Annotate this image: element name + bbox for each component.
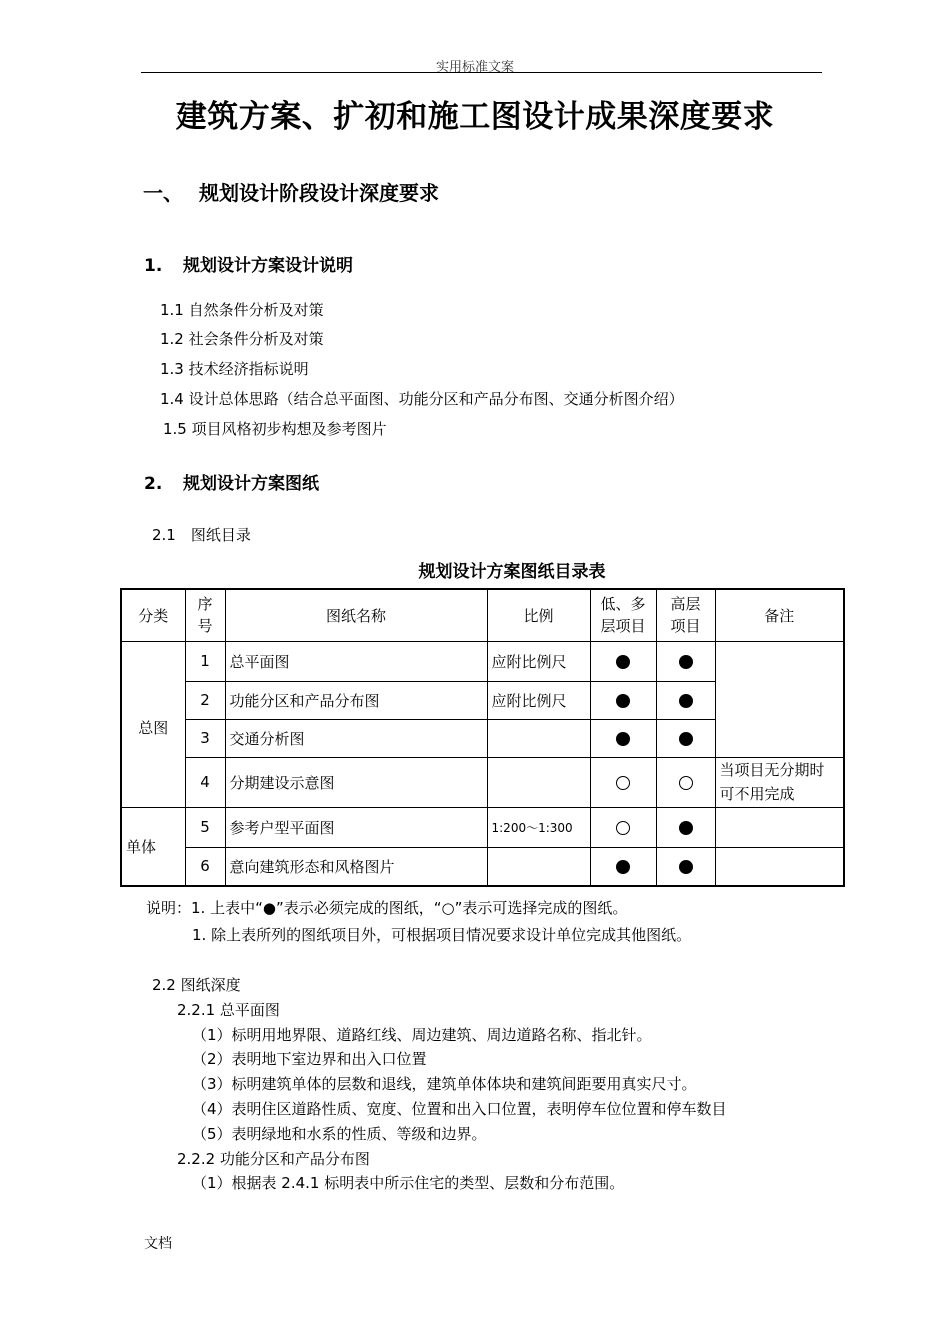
drawing-catalog-table	[120, 588, 845, 887]
high-rise-cell	[656, 807, 715, 847]
high-rise-cell	[656, 847, 715, 886]
table-row	[121, 641, 844, 681]
page-header: 实用标准文案	[435, 60, 514, 75]
list-item: （5）表明绿地和水系的性质、等级和边界。	[192, 1125, 487, 1143]
section-heading	[143, 177, 439, 206]
scale-cell	[487, 757, 590, 807]
table-row	[121, 757, 844, 807]
seq-cell: 3	[185, 719, 225, 757]
subsection-title: 规划设计方案图纸	[183, 474, 319, 494]
table-row	[121, 807, 844, 847]
low-rise-cell	[590, 641, 656, 681]
list-item: 1.5 项目风格初步构想及参考图片	[163, 420, 387, 438]
remark-cell	[715, 641, 844, 757]
subsection-title: 2.2.2 功能分区和产品分布图	[177, 1150, 370, 1168]
category-cell: 单体	[121, 807, 185, 886]
optional-circle-icon	[616, 776, 630, 790]
subsection-heading-2	[144, 469, 319, 494]
required-dot-icon	[679, 655, 693, 669]
document-title: 建筑方案、扩初和施工图设计成果深度要求	[175, 99, 775, 135]
list-item: （1）标明用地界限、道路红线、周边建筑、周边道路名称、指北针。	[192, 1026, 652, 1044]
name-cell: 总平面图	[225, 641, 487, 681]
required-dot-icon	[679, 694, 693, 708]
required-dot-icon	[616, 694, 630, 708]
scale-cell	[487, 847, 590, 886]
list-item: （4）表明住区道路性质、宽度、位置和出入口位置，表明停车位位置和停车数目	[192, 1100, 727, 1118]
optional-circle-icon	[679, 776, 693, 790]
required-dot-icon	[616, 732, 630, 746]
low-rise-cell	[590, 719, 656, 757]
header-high-rise: 高层 项目	[656, 589, 715, 641]
table-note: 说明：1. 上表中“●”表示必须完成的图纸，“○”表示可选择完成的图纸。	[146, 899, 628, 917]
required-dot-icon	[679, 821, 693, 835]
low-rise-cell	[590, 757, 656, 807]
low-rise-cell	[590, 807, 656, 847]
required-dot-icon	[616, 860, 630, 874]
name-cell: 交通分析图	[225, 719, 487, 757]
header-low-rise: 低、多 层项目	[590, 589, 656, 641]
required-dot-icon	[679, 732, 693, 746]
section-title: 规划设计阶段设计深度要求	[199, 181, 439, 205]
seq-cell: 6	[185, 847, 225, 886]
table-title: 规划设计方案图纸目录表	[418, 562, 606, 582]
high-rise-cell	[656, 641, 715, 681]
high-rise-cell	[656, 719, 715, 757]
subsection-title: 2.2.1 总平面图	[177, 1001, 280, 1019]
list-item: 1.4 设计总体思路（结合总平面图、功能分区和产品分布图、交通分析图介绍）	[160, 390, 684, 408]
header-seq: 序 号	[185, 589, 225, 641]
scale-cell: 应附比例尺	[487, 681, 590, 719]
header-remark: 备注	[715, 589, 844, 641]
list-item: （2）表明地下室边界和出入口位置	[192, 1050, 427, 1068]
subsection-number: 2.	[144, 474, 163, 494]
subsection-title: 2.2 图纸深度	[152, 976, 241, 994]
list-item: 2.1 图纸目录	[152, 526, 251, 544]
table-header-row	[121, 589, 844, 641]
list-item: （1）根据表 2.4.1 标明表中所示住宅的类型、层数和分布范围。	[192, 1174, 625, 1192]
scale-cell: 应附比例尺	[487, 641, 590, 681]
table-note: 1. 除上表所列的图纸项目外，可根据项目情况要求设计单位完成其他图纸。	[192, 926, 692, 944]
name-cell: 分期建设示意图	[225, 757, 487, 807]
required-dot-icon	[616, 655, 630, 669]
low-rise-cell	[590, 681, 656, 719]
subsection-number: 1.	[144, 256, 163, 276]
required-dot-icon	[679, 860, 693, 874]
list-item: 1.3 技术经济指标说明	[160, 360, 309, 378]
section-number: 一、	[143, 181, 183, 205]
name-cell: 功能分区和产品分布图	[225, 681, 487, 719]
category-cell: 总图	[121, 641, 185, 807]
scale-cell: 1:200～1:300	[487, 807, 590, 847]
header-category: 分类	[121, 589, 185, 641]
low-rise-cell	[590, 847, 656, 886]
scale-cell	[487, 719, 590, 757]
seq-cell: 5	[185, 807, 225, 847]
subsection-title: 规划设计方案设计说明	[183, 256, 353, 276]
remark-cell	[715, 847, 844, 886]
name-cell: 参考户型平面图	[225, 807, 487, 847]
name-cell: 意向建筑形态和风格图片	[225, 847, 487, 886]
header-scale: 比例	[487, 589, 590, 641]
remark-cell	[715, 807, 844, 847]
seq-cell: 2	[185, 681, 225, 719]
optional-circle-icon	[616, 821, 630, 835]
seq-cell: 1	[185, 641, 225, 681]
high-rise-cell	[656, 681, 715, 719]
subsection-heading-1	[144, 251, 353, 276]
remark-cell: 当项目无分期时 可不用完成	[715, 757, 844, 807]
list-item: 1.2 社会条件分析及对策	[160, 330, 324, 348]
page-footer: 文档	[144, 1236, 172, 1252]
list-item: （3）标明建筑单体的层数和退线，建筑单体体块和建筑间距要用真实尺寸。	[192, 1075, 697, 1093]
list-item: 1.1 自然条件分析及对策	[160, 301, 324, 319]
high-rise-cell	[656, 757, 715, 807]
header-rule	[141, 72, 822, 73]
seq-cell: 4	[185, 757, 225, 807]
table-row	[121, 847, 844, 886]
header-name: 图纸名称	[225, 589, 487, 641]
